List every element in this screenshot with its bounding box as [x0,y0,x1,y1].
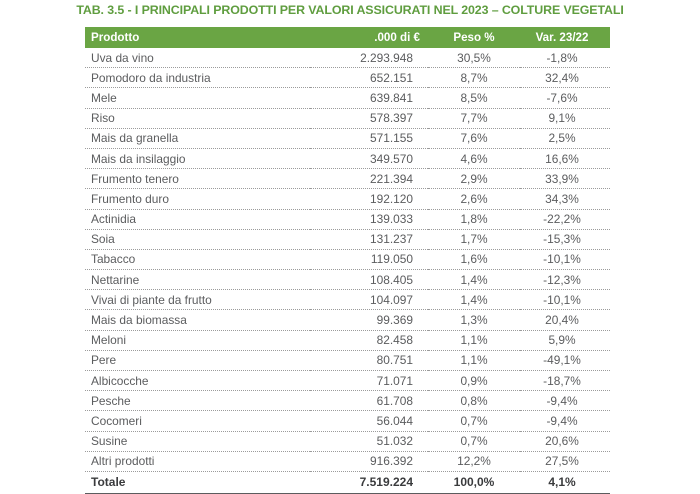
table-cell-weight: 0,8% [428,391,520,411]
table-cell-var: -22,2% [520,209,610,229]
table-cell-value: 61.708 [310,391,428,411]
table-row [85,330,610,350]
table-cell-product: Meloni [85,330,310,350]
table-row [85,411,610,431]
table-cell-product: Riso [85,108,310,128]
table-row [85,169,610,189]
column-header-weight: Peso % [428,27,520,48]
table-cell-product: Cocomeri [85,411,310,431]
table-cell-product: Vivai di piante da frutto [85,290,310,310]
table-cell-product: Mais da granella [85,128,310,148]
table-cell-weight: 7,7% [428,108,520,128]
table-cell-weight: 1,7% [428,229,520,249]
table-cell-value: 71.071 [310,371,428,391]
table-row [85,310,610,330]
table-row [85,350,610,370]
table-cell-var: -10,1% [520,249,610,269]
table-row [85,391,610,411]
table-cell-weight: 30,5% [428,48,520,68]
table-cell-var: 32,4% [520,68,610,88]
table-cell-var: -10,1% [520,290,610,310]
table-cell-product: Pomodoro da industria [85,68,310,88]
table-cell-var: 2,5% [520,128,610,148]
column-header-value: .000 di € [310,27,428,48]
table-row [85,209,610,229]
table-cell-weight: 8,7% [428,68,520,88]
table-cell-var: -9,4% [520,391,610,411]
table-cell-weight: 2,6% [428,189,520,209]
table-row [85,68,610,88]
table-cell-weight: 2,9% [428,169,520,189]
table-cell-product: Uva da vino [85,48,310,68]
table-cell-value: 221.394 [310,169,428,189]
table-cell-var: -12,3% [520,270,610,290]
table-cell-weight: 8,5% [428,88,520,108]
table-cell-value: 639.841 [310,88,428,108]
table-body [85,48,610,493]
table-cell-var: -9,4% [520,411,610,431]
table-row [85,148,610,168]
table-cell-value: 108.405 [310,270,428,290]
table-cell-product: Frumento duro [85,189,310,209]
total-label: Totale [85,471,310,493]
table-cell-var: 27,5% [520,451,610,471]
table-cell-weight: 1,3% [428,310,520,330]
table-cell-product: Mais da insilaggio [85,148,310,168]
table-cell-product: Soia [85,229,310,249]
table-cell-product: Actinidia [85,209,310,229]
table-cell-value: 51.032 [310,431,428,451]
table-cell-var: -18,7% [520,371,610,391]
table-cell-value: 99.369 [310,310,428,330]
header-row [85,27,610,48]
table-total-row [85,471,610,493]
table-row [85,128,610,148]
total-var: 4,1% [520,471,610,493]
table-cell-weight: 7,6% [428,128,520,148]
table-cell-value: 82.458 [310,330,428,350]
table-cell-value: 139.033 [310,209,428,229]
table-row [85,189,610,209]
table-cell-product: Tabacco [85,249,310,269]
table-cell-weight: 0,7% [428,411,520,431]
table-cell-var: 20,6% [520,431,610,451]
table-cell-weight: 4,6% [428,148,520,168]
table-cell-value: 652.151 [310,68,428,88]
table-cell-value: 571.155 [310,128,428,148]
table-cell-value: 131.237 [310,229,428,249]
table-cell-value: 349.570 [310,148,428,168]
table-cell-weight: 12,2% [428,451,520,471]
table-cell-product: Nettarine [85,270,310,290]
table-cell-var: -49,1% [520,350,610,370]
table-cell-var: 5,9% [520,330,610,350]
table-row [85,249,610,269]
table-cell-weight: 1,1% [428,330,520,350]
table-row [85,431,610,451]
table-cell-value: 104.097 [310,290,428,310]
table-cell-weight: 1,6% [428,249,520,269]
table-cell-value: 2.293.948 [310,48,428,68]
table-row [85,371,610,391]
table-row [85,48,610,68]
table-cell-weight: 0,9% [428,371,520,391]
table-cell-value: 916.392 [310,451,428,471]
table-cell-var: -15,3% [520,229,610,249]
table-row [85,270,610,290]
table-header [85,27,610,48]
total-weight: 100,0% [428,471,520,493]
table-cell-product: Pesche [85,391,310,411]
table-cell-product: Altri prodotti [85,451,310,471]
table-cell-var: 33,9% [520,169,610,189]
table-cell-value: 56.044 [310,411,428,431]
column-header-product: Prodotto [85,27,310,48]
table-cell-value: 578.397 [310,108,428,128]
table-cell-value: 80.751 [310,350,428,370]
table-cell-var: -7,6% [520,88,610,108]
table-row [85,108,610,128]
table-cell-var: 9,1% [520,108,610,128]
table-cell-weight: 1,4% [428,270,520,290]
table-cell-var: 16,6% [520,148,610,168]
table-cell-product: Albicocche [85,371,310,391]
page-title: TAB. 3.5 - I PRINCIPALI PRODOTTI PER VALORI ASSICURATI NEL 2023 – COLTURE VEGETALI [76,3,624,17]
table-row [85,88,610,108]
table-cell-product: Frumento tenero [85,169,310,189]
table-cell-product: Mais da biomassa [85,310,310,330]
table-cell-var: -1,8% [520,48,610,68]
column-header-var: Var. 23/22 [520,27,610,48]
table-cell-product: Susine [85,431,310,451]
table-cell-product: Mele [85,88,310,108]
total-value: 7.519.224 [310,471,428,493]
table-cell-weight: 1,4% [428,290,520,310]
table-cell-var: 20,4% [520,310,610,330]
table-cell-value: 192.120 [310,189,428,209]
table-cell-weight: 1,8% [428,209,520,229]
products-table [85,27,610,494]
table-row [85,229,610,249]
table-cell-weight: 1,1% [428,350,520,370]
table-row [85,290,610,310]
table-row [85,451,610,471]
table-cell-weight: 0,7% [428,431,520,451]
table-cell-value: 119.050 [310,249,428,269]
table-cell-var: 34,3% [520,189,610,209]
table-cell-product: Pere [85,350,310,370]
